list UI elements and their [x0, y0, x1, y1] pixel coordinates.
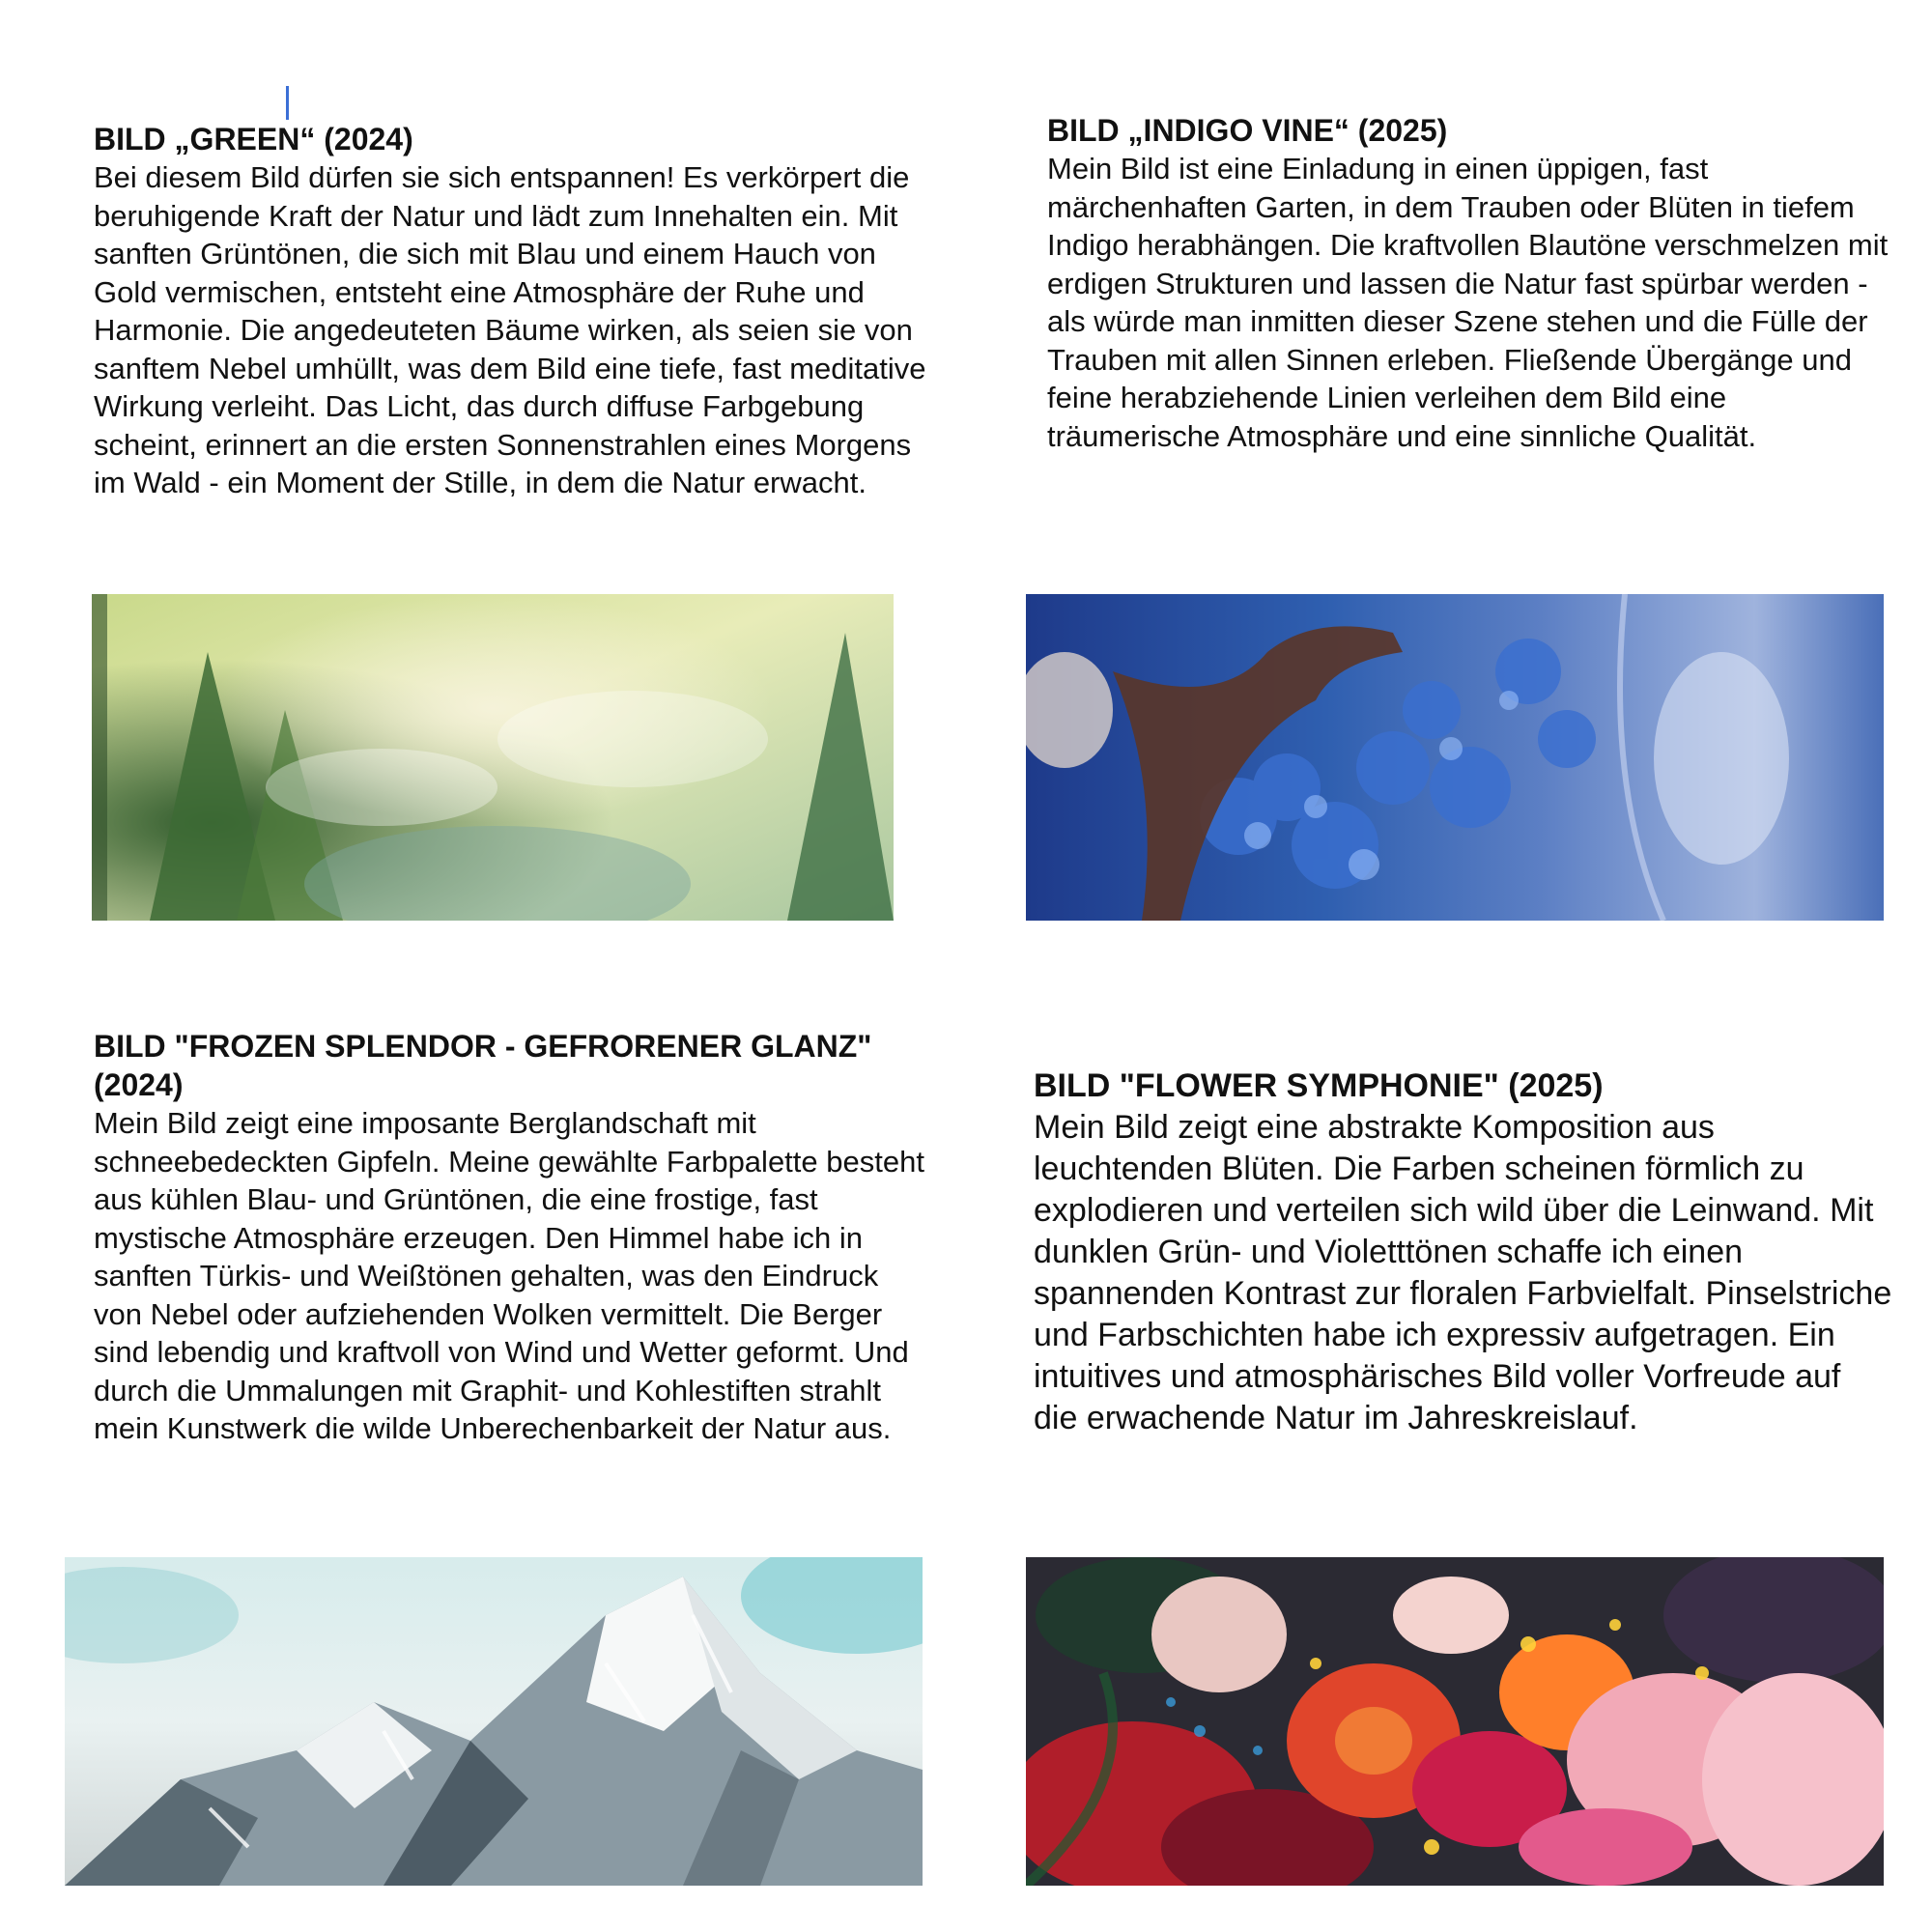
artwork-green-text — [94, 120, 944, 502]
artwork-description: Mein Bild ist eine Einladung in einen üppigen, fast märchenhaften Garten, in dem Trauben oder Blüten in tiefem Indigo herabhängen. Die kraftvollen Blautöne verschmelzen mit erdigen Strukturen und lassen die Natur fast spürbar werden - als würde man inmitten dieser Szene stehen und die Fülle der Trauben mit allen Sinnen erleben. Fließende Übergänge und feine herabziehende Linien verleihen dem Bild eine träumerische Atmosphäre und eine sinnliche Qualität. — [1047, 152, 1889, 453]
artwork-title: BILD „GREEN“ (2024) — [94, 122, 413, 156]
artwork-description: Mein Bild zeigt eine abstrakte Komposition aus leuchtenden Blüten. Die Farben scheinen förmlich zu explodieren und verteilen sich wild über die Leinwand. Mit dunklen Grün- und Violetttönen schaffe ich einen spannenden Kontrast zur floralen Farbvielfalt. Pinselstriche und Farbschichten habe ich expressiv aufgetragen. Ein intuitives und atmosphärisches Bild voller Vorfreude auf die erwachende Natur im Jahreskreislauf. — [1034, 1109, 1892, 1436]
artwork-title: BILD "FROZEN SPLENDOR - GEFRORENER GLANZ" (2024) — [94, 1029, 872, 1102]
artwork-frozen-splendor-text — [94, 1027, 934, 1448]
painting-green — [92, 594, 894, 921]
painting-indigo-vine — [1026, 594, 1884, 921]
artwork-title: BILD "FLOWER SYMPHONIE" (2025) — [1034, 1067, 1604, 1104]
text-cursor — [286, 86, 289, 120]
artwork-flower-symphonie-text — [1034, 1065, 1893, 1439]
painting-frozen-splendor — [65, 1557, 923, 1886]
artwork-description: Bei diesem Bild dürfen sie sich entspannen! Es verkörpert die beruhigende Kraft der Natur und lädt zum Innehalten ein. Mit sanften Grüntönen, die sich mit Blau und einem Hauch von Gold vermischen, entsteht eine Atmosphäre der Ruhe und Harmonie. Die angedeuteten Bäume wirken, als seien sie von sanftem Nebel umhüllt, was dem Bild eine tiefe, fast meditative Wirkung verleiht. Das Licht, das durch diffuse Farbgebung scheint, erinnert an die ersten Sonnenstrahlen eines Morgens im Wald - ein Moment der Stille, in dem die Natur erwacht. — [94, 160, 926, 499]
painting-flower-symphonie — [1026, 1557, 1884, 1886]
artwork-indigo-vine-text — [1047, 111, 1897, 455]
artwork-title: BILD „INDIGO VINE“ (2025) — [1047, 113, 1448, 148]
artwork-description: Mein Bild zeigt eine imposante Berglandschaft mit schneebedeckten Gipfeln. Meine gewählte Farbpalette besteht aus kühlen Blau- und Grüntönen, die eine frostige, fast mystische Atmosphäre erzeugen. Den Himmel habe ich in sanften Türkis- und Weißtönen gehalten, was den Eindruck von Nebel oder aufziehenden Wolken vermittelt. Die Berger sind lebendig und kraftvoll von Wind und Wetter geformt. Und durch die Ummalungen mit Graphit- und Kohlestiften strahlt mein Kunstwerk die wilde Unberechenbarkeit der Natur aus. — [94, 1106, 924, 1445]
